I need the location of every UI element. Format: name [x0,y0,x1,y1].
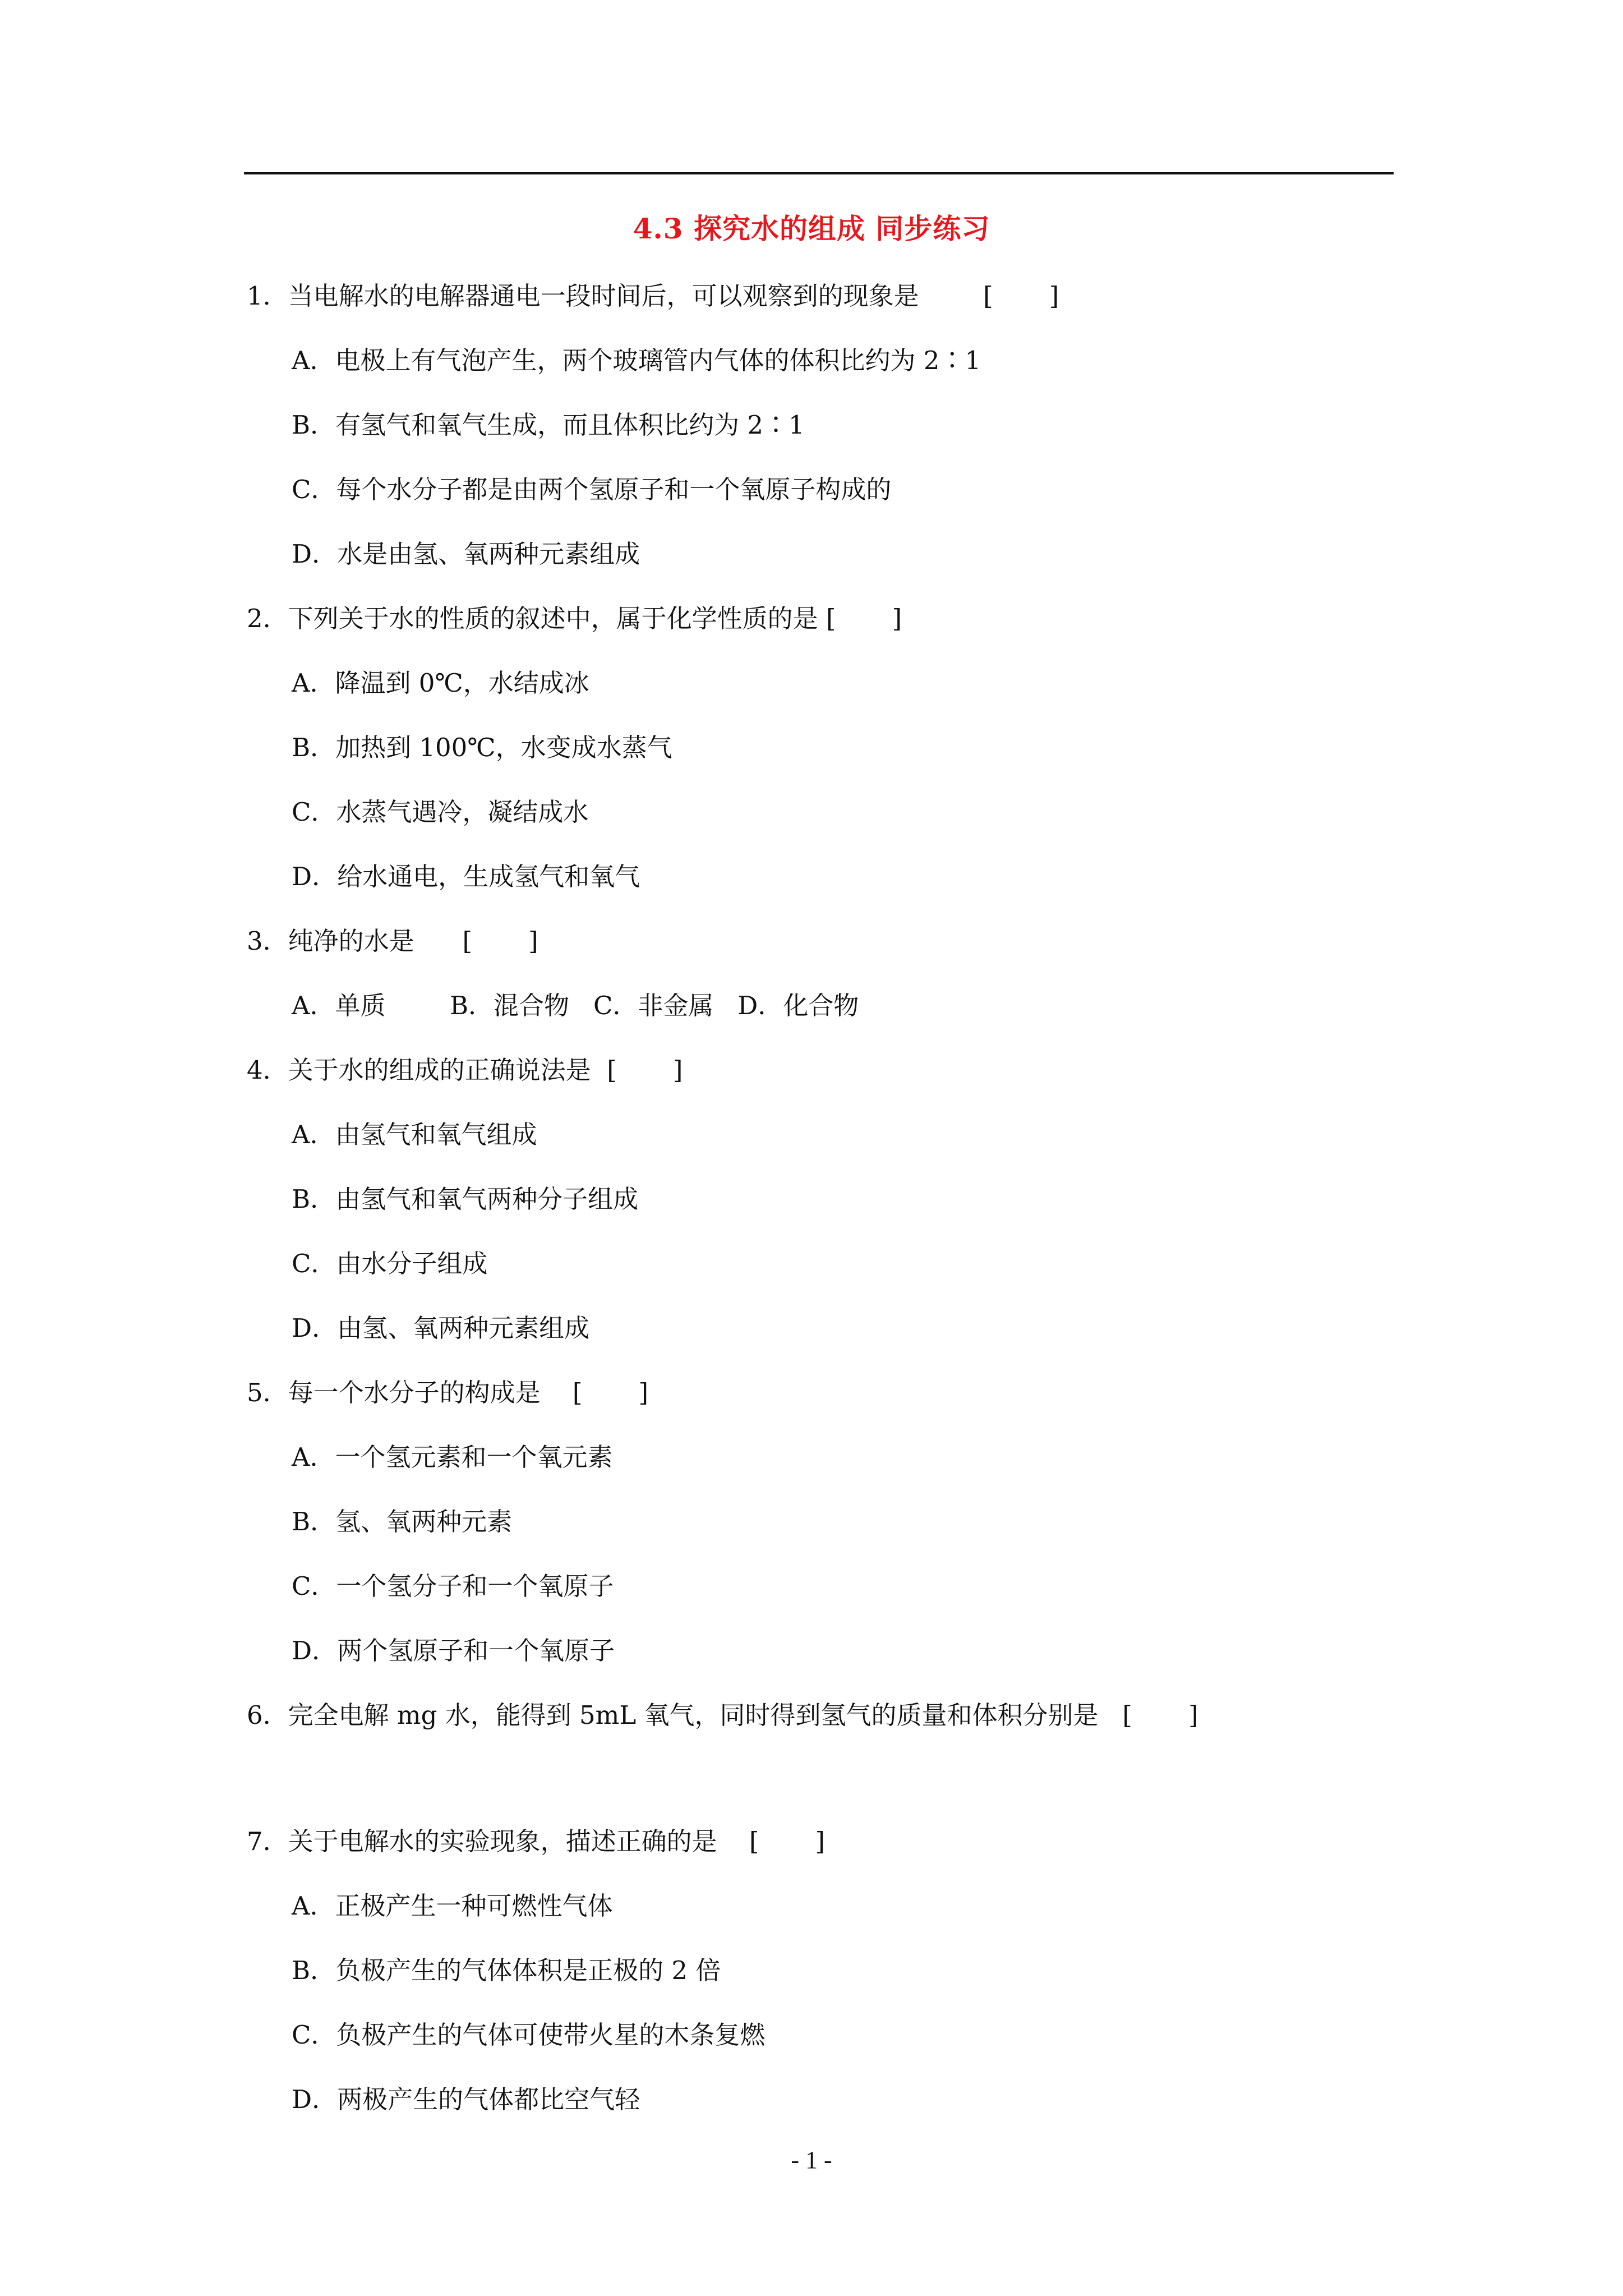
question-6-blank-space [247,1747,1396,1809]
question-7-option-c: C．负极产生的气体可使带火星的木条复燃 [292,2020,766,2050]
question-list [247,264,1396,2132]
question-3-option-b: B．混合物 [449,991,570,1020]
question-3-option-a: A．单质 [292,991,386,1020]
page-number: - 1 - [791,2146,832,2174]
question-7-option-a: A．正极产生一种可燃性气体 [292,1891,613,1921]
question-1 [247,264,1396,586]
question-7 [247,1809,1396,2132]
question-2 [247,586,1396,909]
question-5-stem: 5．每一个水分子的构成是 [ ] [247,1378,649,1407]
question-4-stem: 4．关于水的组成的正确说法是 [ ] [247,1055,683,1085]
question-1-option-c: C．每个水分子都是由两个氢原子和一个氧原子构成的 [292,475,892,504]
question-2-stem: 2．下列关于水的性质的叙述中，属于化学性质的是 [ ] [247,604,902,633]
question-4 [247,1038,1396,1360]
header-rule [244,172,1394,174]
question-1-option-a: A．电极上有气泡产生，两个玻璃管内气体的体积比约为 2∶1 [292,346,981,375]
question-5-option-d: D．两个氢原子和一个氧原子 [292,1636,615,1665]
question-1-option-b: B．有氢气和氧气生成，而且体积比约为 2∶1 [292,410,805,440]
question-3-options [247,973,1396,1038]
question-3-stem: 3．纯净的水是 [ ] [247,926,538,956]
question-4-option-c: C．由水分子组成 [292,1249,488,1278]
question-7-stem: 7．关于电解水的实验现象，描述正确的是 [ ] [247,1826,826,1856]
question-3-option-d: D．化合物 [737,991,859,1020]
question-6-stem: 6．完全电解 mg 水，能得到 5mL 氧气，同时得到氢气的质量和体积分别是 [ ] [247,1700,1198,1730]
question-5-option-a: A．一个氢元素和一个氧元素 [292,1442,613,1472]
question-1-stem: 1．当电解水的电解器通电一段时间后，可以观察到的现象是 [ ] [247,281,1059,311]
question-2-option-d: D．给水通电，生成氢气和氧气 [292,862,640,891]
question-5 [247,1360,1396,1683]
question-5-option-c: C．一个氢分子和一个氧原子 [292,1571,614,1601]
question-5-option-b: B．氢、氧两种元素 [292,1507,513,1536]
question-2-option-c: C．水蒸气遇冷，凝结成水 [292,797,589,827]
question-6 [247,1683,1396,1809]
question-4-option-b: B．由氢气和氧气两种分子组成 [292,1184,639,1214]
question-2-option-b: B．加热到 100℃，水变成水蒸气 [292,733,672,762]
question-4-option-a: A．由氢气和氧气组成 [292,1120,537,1149]
question-4-option-d: D．由氢、氧两种元素组成 [292,1313,590,1343]
question-3-option-c: C．非金属 [593,991,714,1020]
page-title: 4.3 探究水的组成 同步练习 [633,212,990,245]
question-2-option-a: A．降温到 0℃，水结成冰 [292,668,589,698]
question-7-option-d: D．两极产生的气体都比空气轻 [292,2085,640,2114]
question-7-option-b: B．负极产生的气体体积是正极的 2 倍 [292,1955,721,1985]
question-3 [247,909,1396,1038]
question-1-option-d: D．水是由氢、氧两种元素组成 [292,539,640,569]
